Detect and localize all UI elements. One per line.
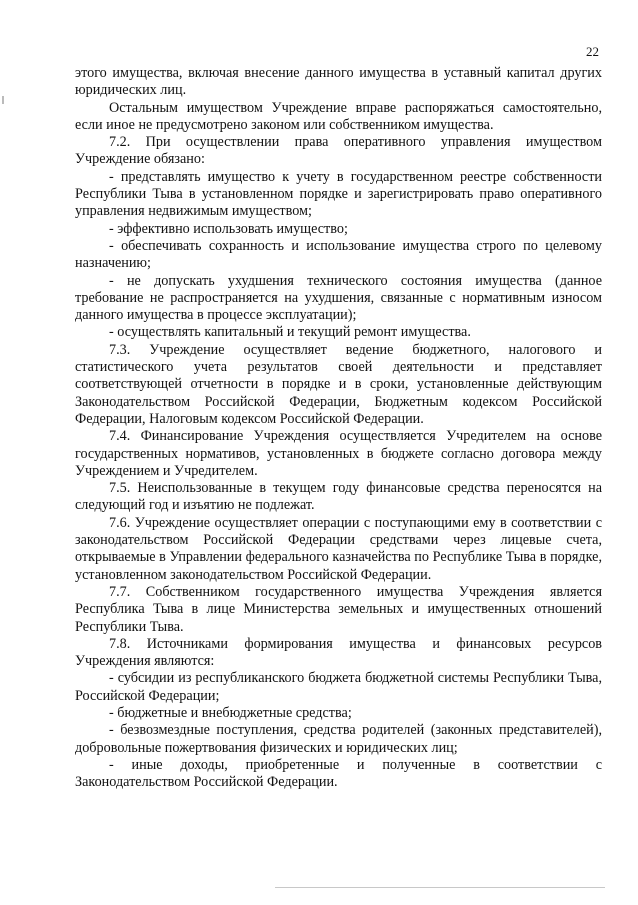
list-item: - субсидии из республиканского бюджета бюджетной системы Республики Тыва, Российской Федерации; [75,670,602,704]
list-item: - не допускать ухудшения технического состояния имущества (данное требование не распространяется на ухудшения, связанные с нормативным износом данного имущества в процессе эксплуатации); [75,272,602,324]
list-item: - представлять имущество к учету в государственном реестре собственности Республики Тыва в установленном порядке и зарегистрировать право оперативного управления недвижимым имуществом; [75,168,602,220]
list-item: - бюджетные и внебюджетные средства; [109,704,352,721]
paragraph-7-7: 7.7. Собственником государственного имущества Учреждения является Республика Тыва в лице Министерства земельных и имущественных отношений Республики Тыва. [75,583,602,635]
paragraph: этого имущества, включая внесение данного имущества в уставный капитал других юридических лиц. [75,65,602,99]
paragraph-7-8: 7.8. Источниками формирования имущества и финансовых ресурсов Учреждения являются: [75,635,602,670]
scan-edge-mark [2,96,4,104]
list-item: - обеспечивать сохранность и использование имущества строго по целевому назначению; [75,237,602,272]
list-item: - безвозмездные поступления, средства родителей (законных представителей), добровольные пожертвования физических и юридических лиц; [75,722,602,756]
bottom-rule [275,887,605,888]
document-body [75,65,602,791]
paragraph-7-4: 7.4. Финансирование Учреждения осуществляется Учредителем на основе государственных нормативов, установленных в бюджете согласно договора между Учреждением и Учредителем. [75,428,602,479]
paragraph: Остальным имуществом Учреждение вправе распоряжаться самостоятельно, если иное не предусмотрено законом или собственником имущества. [75,99,602,133]
list-item: - эффективно использовать имущество; [109,220,348,237]
list-item: - осуществлять капитальный и текущий ремонт имущества. [109,324,471,341]
paragraph-7-2: 7.2. При осуществлении права оперативного управления имуществом Учреждение обязано: [75,134,602,168]
paragraph-7-3: 7.3. Учреждение осуществляет ведение бюджетного, налогового и статистического учета результатов своей деятельности и представляет соответствующей отчетности в порядке и в сроки, установленные действующим Законодательством Российской Федерации, Бюджетным кодексом Российской Федерации, Налоговым кодексом Российской Федерации. [75,341,602,427]
paragraph-7-5: 7.5. Неиспользованные в текущем году финансовые средства переносятся на следующий год и изъятию не подлежат. [75,480,602,514]
page-number: 22 [586,44,599,59]
list-item: - иные доходы, приобретенные и полученные в соответствии с Законодательством Российской Федерации. [75,756,602,791]
paragraph-7-6: 7.6. Учреждение осуществляет операции с поступающими ему в соответствии с законодательством Российской Федерации средствами через лицевые счета, открываемые в Управлении федерального казначейства по Республике Тыва в порядке, установленном законодательством Российской Федерации. [75,514,602,583]
